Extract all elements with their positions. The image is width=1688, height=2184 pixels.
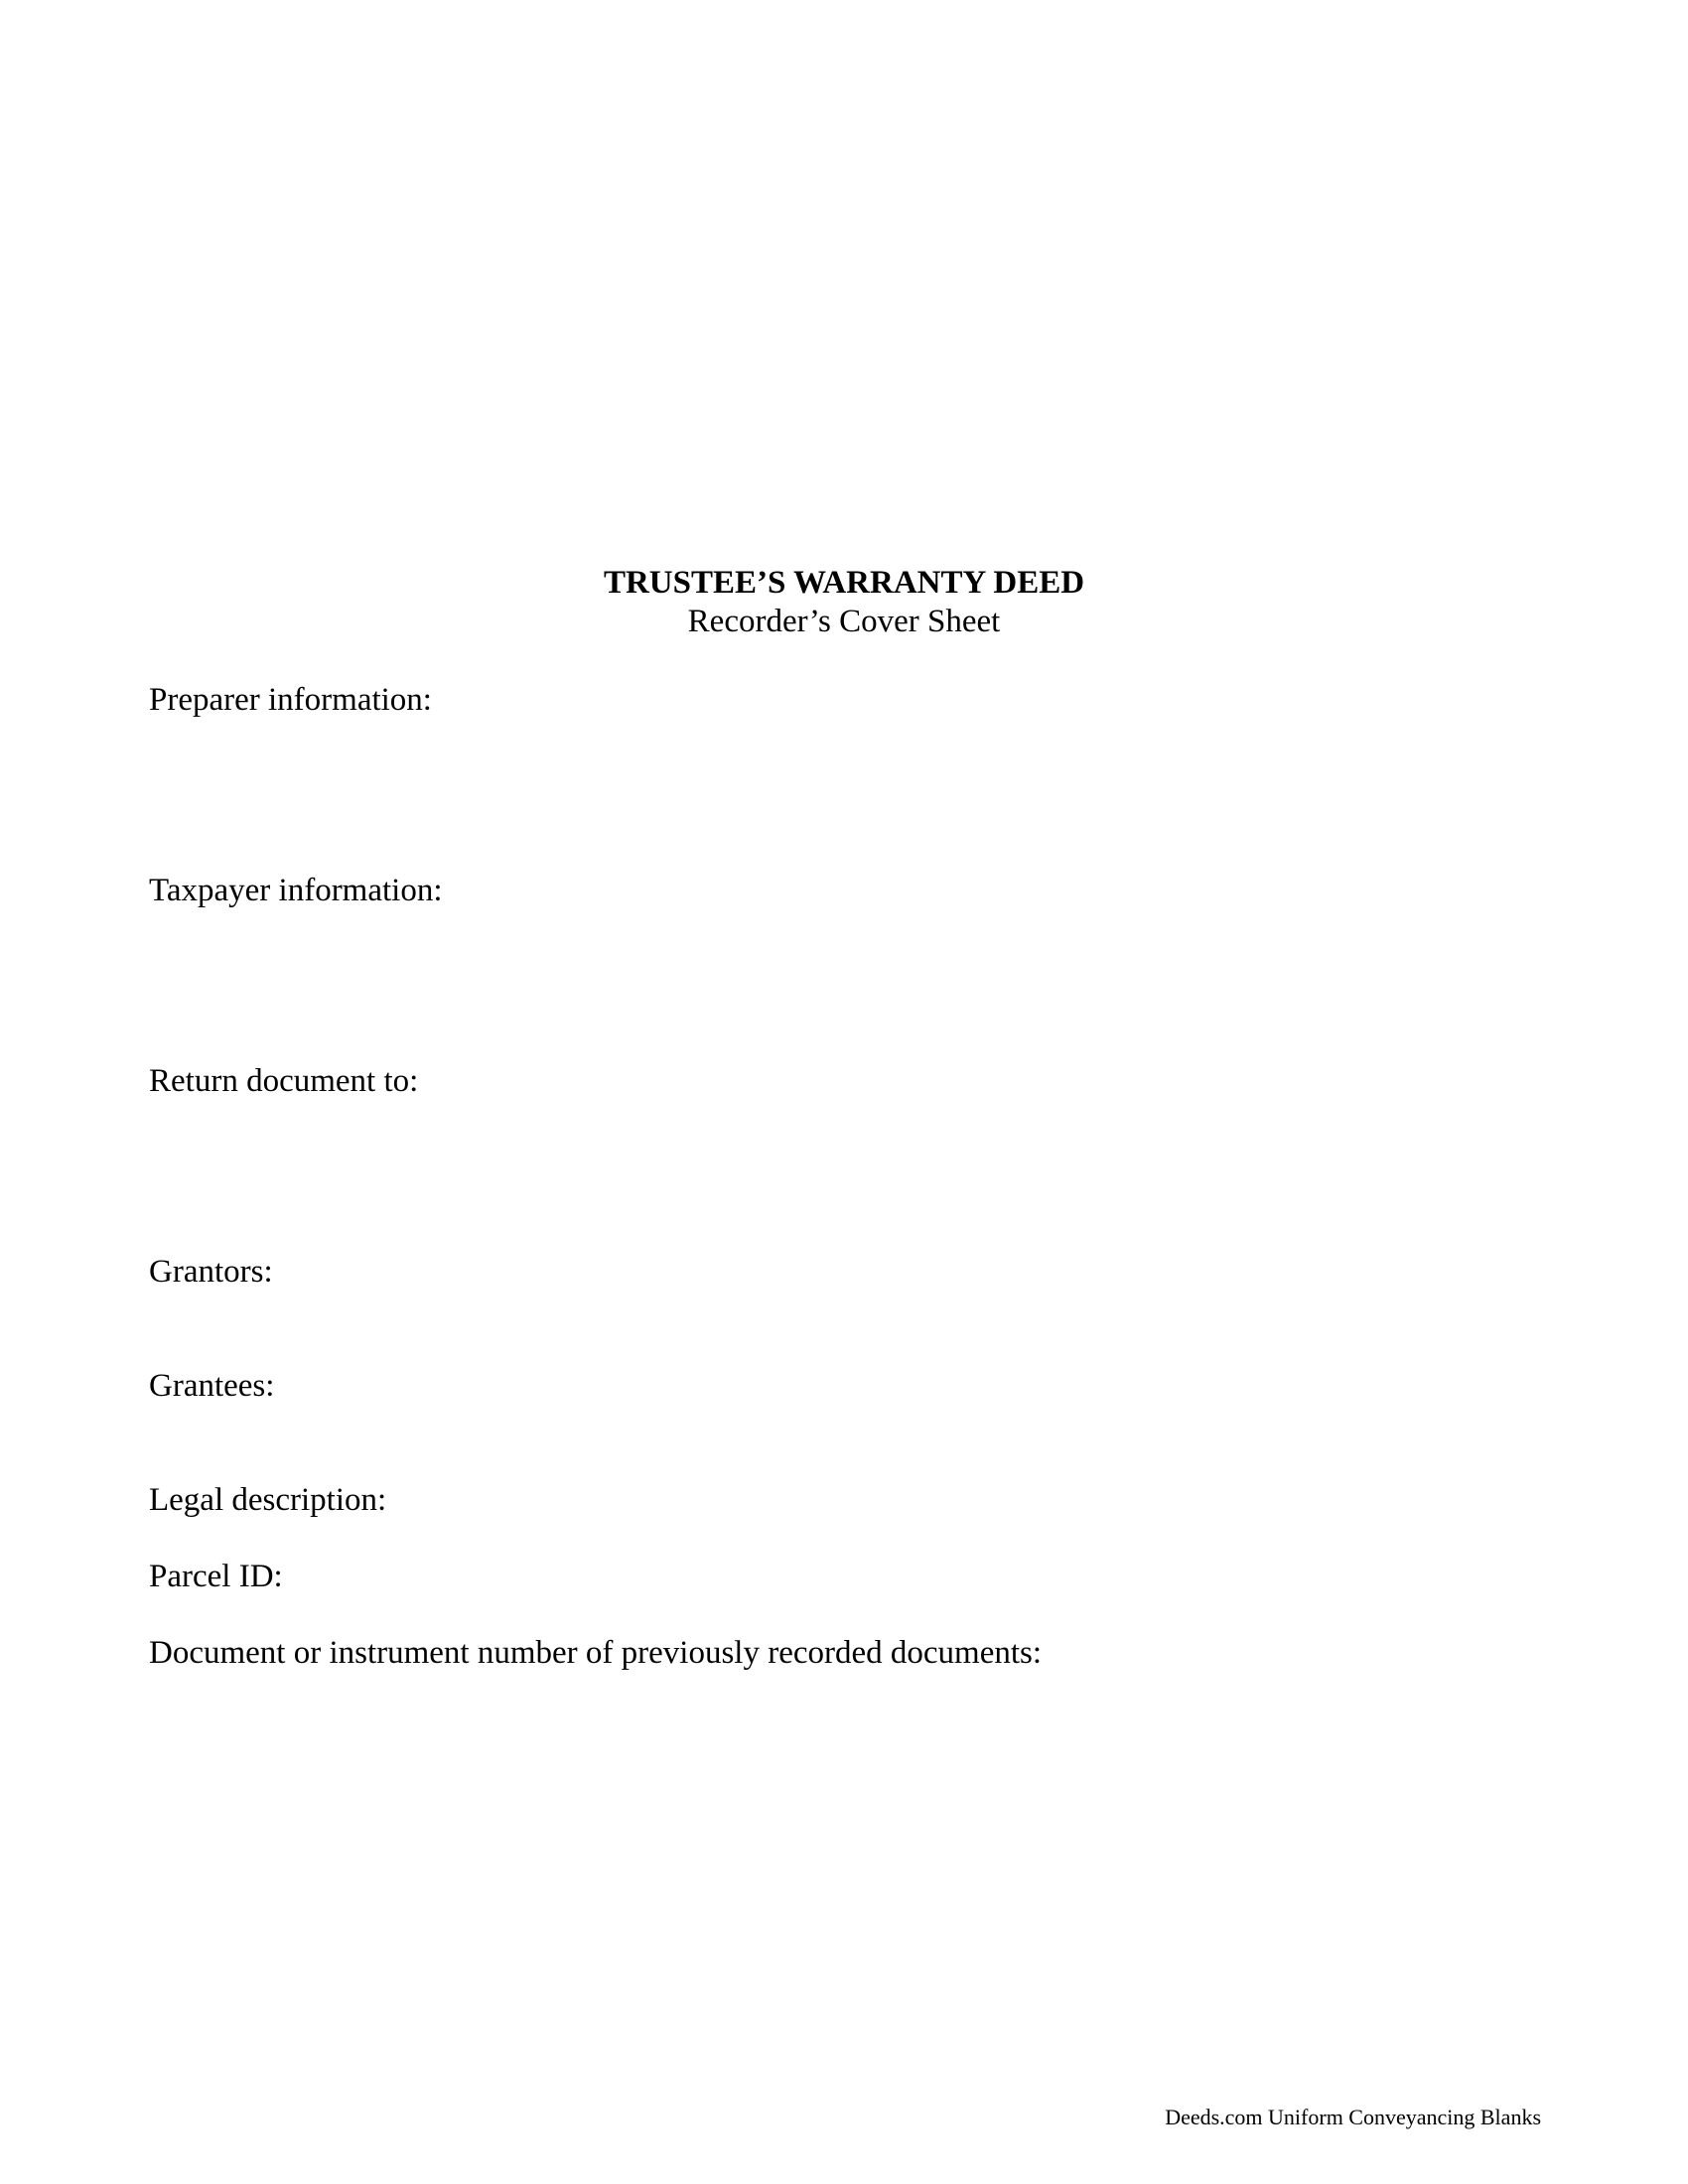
previous-documents-label: Document or instrument number of previously recorded documents:: [149, 1635, 1043, 1671]
preparer-information-label: Preparer information:: [149, 682, 432, 718]
parcel-id-label: Parcel ID:: [149, 1559, 283, 1594]
footer-text: Deeds.com Uniform Conveyancing Blanks: [1165, 2105, 1541, 2129]
return-document-label: Return document to:: [149, 1063, 419, 1099]
document-subtitle: Recorder’s Cover Sheet: [687, 604, 1001, 639]
grantors-label: Grantors:: [149, 1254, 273, 1290]
legal-description-label: Legal description:: [149, 1482, 387, 1518]
document-title: TRUSTEE’S WARRANTY DEED: [603, 565, 1085, 601]
taxpayer-information-label: Taxpayer information:: [149, 873, 443, 908]
grantees-label: Grantees:: [149, 1368, 275, 1404]
